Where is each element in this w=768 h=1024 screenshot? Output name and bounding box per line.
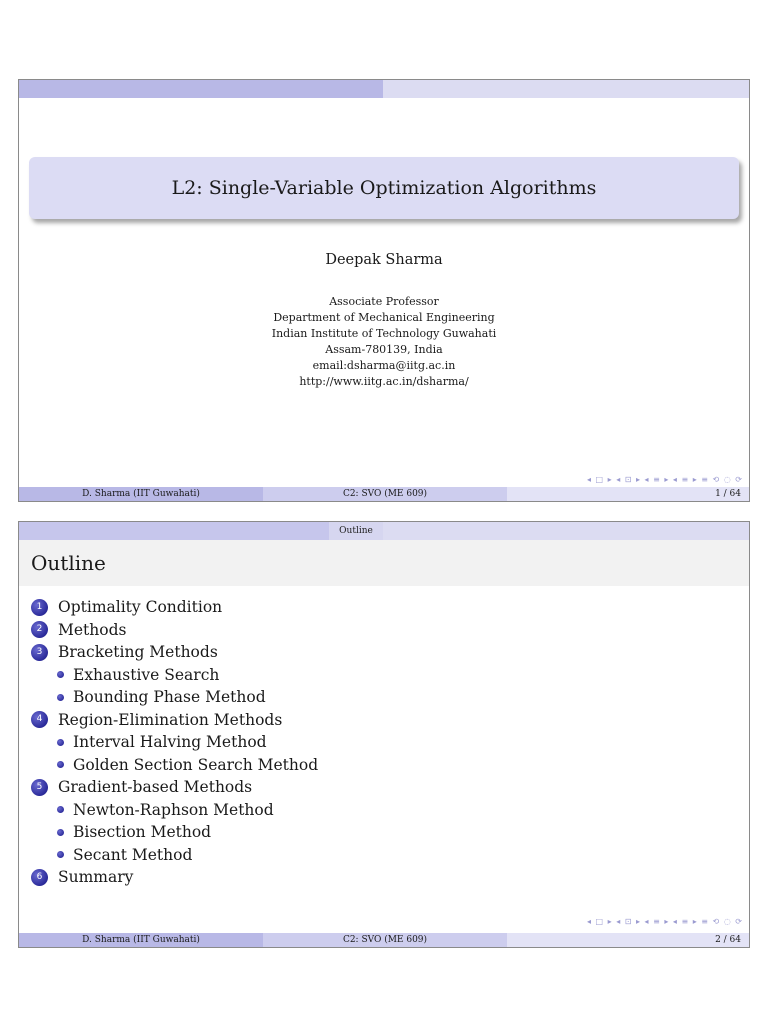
section-number-badge: 2 <box>31 621 48 638</box>
section-number-badge: 5 <box>31 779 48 796</box>
footer-author: D. Sharma (IIT Guwahati) <box>19 933 263 947</box>
bullet-icon <box>57 851 64 858</box>
toc-subsection-title[interactable]: Interval Halving Method <box>73 733 267 751</box>
toc-subsection-title[interactable]: Bounding Phase Method <box>73 688 266 706</box>
toc-section-title[interactable]: Bracketing Methods <box>58 643 218 661</box>
bullet-icon <box>57 671 64 678</box>
toc-section-row[interactable] <box>31 866 731 889</box>
toc-section-title[interactable]: Methods <box>58 620 127 639</box>
affiliation-line: Assam-780139, India <box>325 343 443 356</box>
affiliation-line: Department of Mechanical Engineering <box>273 311 495 324</box>
frame-title: Outline <box>19 540 749 586</box>
title-slide <box>18 79 750 502</box>
toc-subsection-list <box>31 799 731 867</box>
slide-title <box>29 157 739 219</box>
affiliation-line: Associate Professor <box>329 295 439 308</box>
footer-page-number: 1 / 64 <box>507 487 750 501</box>
toc-subsection[interactable] <box>57 731 731 754</box>
toc-section-title[interactable]: Summary <box>58 868 134 886</box>
slide-footer <box>19 487 749 501</box>
slide-footer <box>19 933 749 947</box>
progress-bar <box>19 522 749 540</box>
outline-slide <box>18 521 750 948</box>
toc-section-row[interactable] <box>31 619 731 642</box>
bullet-icon <box>57 761 64 768</box>
toc-section-row[interactable] <box>31 641 731 664</box>
toc-subsection-title[interactable]: Newton-Raphson Method <box>73 800 274 819</box>
bullet-icon <box>57 829 64 836</box>
toc-subsection-list <box>31 664 731 709</box>
toc-section[interactable] <box>31 619 731 642</box>
toc-subsection[interactable] <box>57 821 731 844</box>
toc-subsection[interactable] <box>57 686 731 709</box>
affiliation-block <box>19 294 749 390</box>
toc-section-row[interactable] <box>31 596 731 619</box>
toc-section-title[interactable]: Gradient-based Methods <box>58 778 253 796</box>
toc-subsection-title[interactable]: Golden Section Search Method <box>73 755 319 774</box>
toc-section[interactable] <box>31 641 731 709</box>
toc-section-row[interactable] <box>31 776 731 799</box>
toc-section-row[interactable] <box>31 709 731 732</box>
section-nav-outline[interactable]: Outline <box>329 522 383 540</box>
affiliation-url: http://www.iitg.ac.in/dsharma/ <box>299 375 469 388</box>
footer-course: C2: SVO (ME 609) <box>263 487 507 501</box>
toc-section[interactable] <box>31 596 731 619</box>
toc-section[interactable] <box>31 866 731 889</box>
bullet-icon <box>57 739 64 746</box>
table-of-contents <box>31 596 731 889</box>
affiliation-line: Indian Institute of Technology Guwahati <box>271 327 497 340</box>
toc-subsection[interactable] <box>57 664 731 687</box>
toc-section[interactable] <box>31 709 731 777</box>
toc-subsection-title[interactable]: Bisection Method <box>73 823 212 841</box>
toc-subsection[interactable] <box>57 799 731 822</box>
progress-fill <box>19 80 383 98</box>
navigation-icons[interactable]: ◂ □ ▸ ◂ ⊡ ▸ ◂ ≡ ▸ ◂ ≡ ▸ ≡ ⟲ ◌ ⟳ <box>586 917 743 926</box>
slide-title-text: L2: Single-Variable Optimization Algorithms <box>171 177 597 199</box>
footer-page-number: 2 / 64 <box>507 933 750 947</box>
bullet-icon <box>57 806 64 813</box>
section-number-badge: 4 <box>31 711 48 728</box>
progress-bar <box>19 80 749 98</box>
section-number-badge: 1 <box>31 599 48 616</box>
footer-author: D. Sharma (IIT Guwahati) <box>19 487 263 501</box>
bullet-icon <box>57 694 64 701</box>
toc-section[interactable] <box>31 776 731 866</box>
navigation-icons[interactable]: ◂ □ ▸ ◂ ⊡ ▸ ◂ ≡ ▸ ◂ ≡ ▸ ≡ ⟲ ◌ ⟳ <box>586 475 743 484</box>
section-number-badge: 6 <box>31 869 48 886</box>
toc-section-title[interactable]: Optimality Condition <box>58 598 223 616</box>
toc-subsection[interactable] <box>57 844 731 867</box>
affiliation-email: email:dsharma@iitg.ac.in <box>312 359 456 372</box>
section-number-badge: 3 <box>31 644 48 661</box>
footer-course: C2: SVO (ME 609) <box>263 933 507 947</box>
toc-section-title[interactable]: Region-Elimination Methods <box>58 710 283 729</box>
author-name: Deepak Sharma <box>325 252 443 268</box>
toc-subsection-list <box>31 731 731 776</box>
toc-subsection-title[interactable]: Exhaustive Search <box>73 665 220 684</box>
toc-subsection-title[interactable]: Secant Method <box>73 845 193 864</box>
toc-subsection[interactable] <box>57 754 731 777</box>
